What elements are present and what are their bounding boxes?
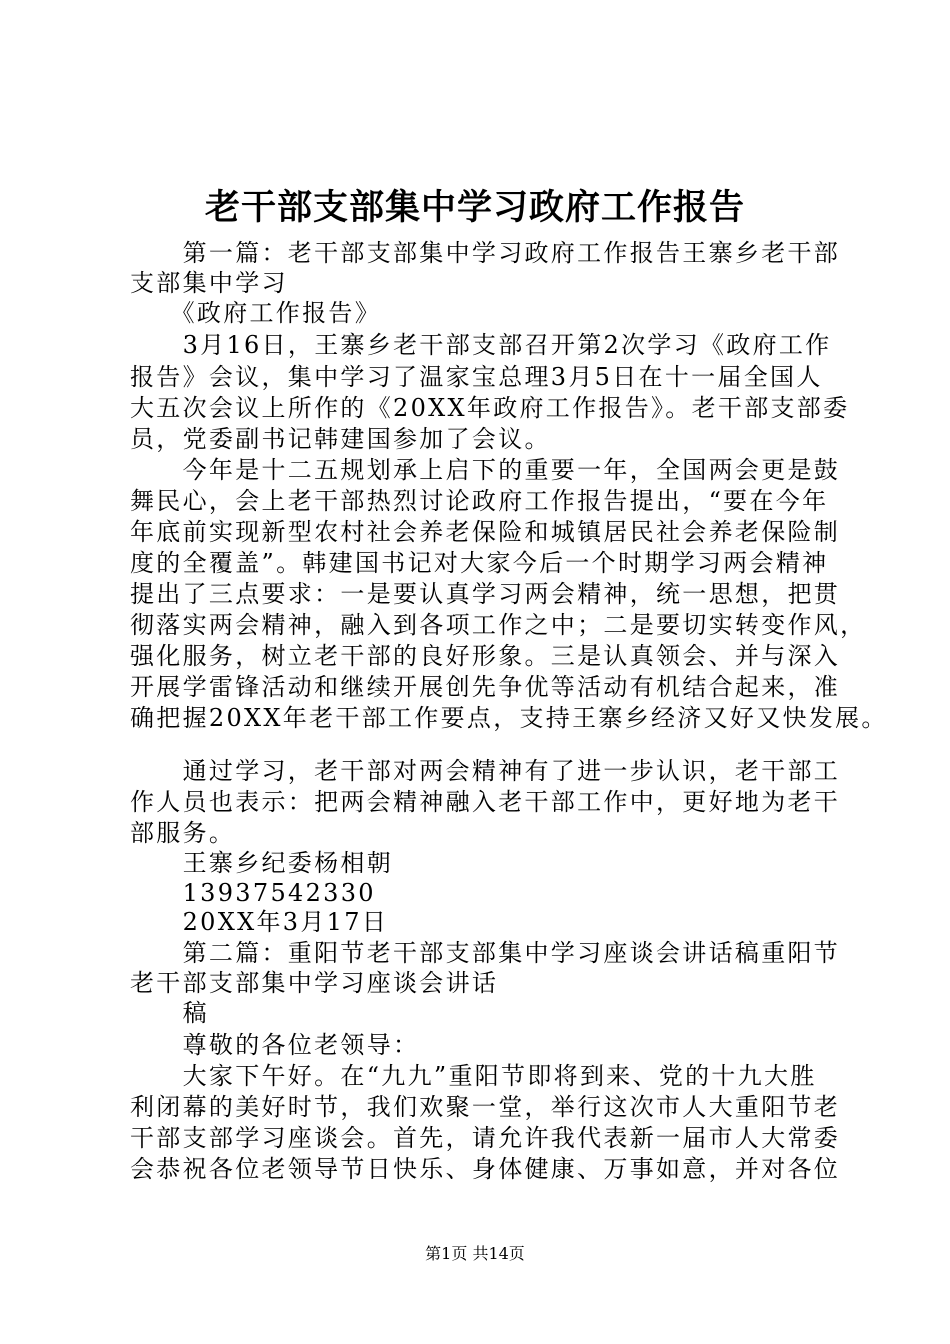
body-line: 度的全覆盖”。韩建国书记对大家今后一个时期学习两会精神 — [130, 549, 829, 577]
body-line: 第一篇：老干部支部集中学习政府工作报告王寨乡老干部 — [130, 239, 841, 267]
body-line: 报告》会议，集中学习了温家宝总理3月5日在十一届全国人 — [130, 363, 823, 391]
body-line: 提出了三点要求：一是要认真学习两会精神，统一思想，把贯 — [130, 580, 841, 608]
body-line: 利闭幕的美好时节，我们欢聚一堂，举行这次市人大重阳节老 — [130, 1093, 841, 1121]
body-line: 支部集中学习 — [130, 269, 288, 297]
body-line: 老干部支部集中学习座谈会讲话 — [130, 969, 499, 997]
signature-date: 20XX年3月17日 — [130, 908, 389, 936]
body-line: 舞民心，会上老干部热烈讨论政府工作报告提出，“要在今年 — [130, 487, 829, 515]
body-line: 3月16日，王寨乡老干部支部召开第2次学习《政府工作 — [130, 331, 832, 359]
body-line: 通过学习，老干部对两会精神有了进一步认识，老干部工 — [130, 757, 841, 785]
body-line: 《政府工作报告》 — [130, 299, 381, 327]
body-line: 年底前实现新型农村社会养老保险和城镇居民社会养老保险制 — [130, 518, 841, 546]
body-line: 大五次会议上所作的《20XX年政府工作报告》。老干部支部委 — [130, 394, 850, 422]
body-line: 今年是十二五规划承上启下的重要一年，全国两会更是鼓 — [130, 456, 841, 484]
signature-name: 王寨乡纪委杨相朝 — [130, 849, 393, 877]
body-line: 彻落实两会精神，融入到各项工作之中；二是要切实转变作风， — [130, 611, 867, 639]
body-line: 大家下午好。在“九九”重阳节即将到来、党的十九大胜 — [130, 1062, 817, 1090]
body-line: 开展学雷锋活动和继续开展创先争优等活动有机结合起来，准 — [130, 673, 841, 701]
body-line: 会恭祝各位老领导节日快乐、身体健康、万事如意，并对各位 — [130, 1155, 841, 1183]
body-line: 确把握20XX年老干部工作要点，支持王寨乡经济又好又快发展。 — [130, 704, 888, 732]
document-title: 老干部支部集中学习政府工作报告 — [204, 188, 745, 228]
body-line: 尊敬的各位老领导： — [130, 1031, 420, 1059]
body-line: 第二篇：重阳节老干部支部集中学习座谈会讲话稿重阳节 — [130, 939, 841, 967]
body-line: 作人员也表示：把两会精神融入老干部工作中，更好地为老干 — [130, 788, 841, 816]
body-line: 干部支部学习座谈会。首先，请允许我代表新一届市人大常委 — [130, 1124, 841, 1152]
body-line: 强化服务，树立老干部的良好形象。三是认真领会、并与深入 — [130, 642, 841, 670]
body-line: 稿 — [130, 999, 209, 1027]
body-line: 部服务。 — [130, 819, 236, 847]
signature-phone: 13937542330 — [130, 879, 376, 907]
body-line: 员，党委副书记韩建国参加了会议。 — [130, 425, 551, 453]
page-number: 第1页 共14页 — [425, 1244, 525, 1263]
